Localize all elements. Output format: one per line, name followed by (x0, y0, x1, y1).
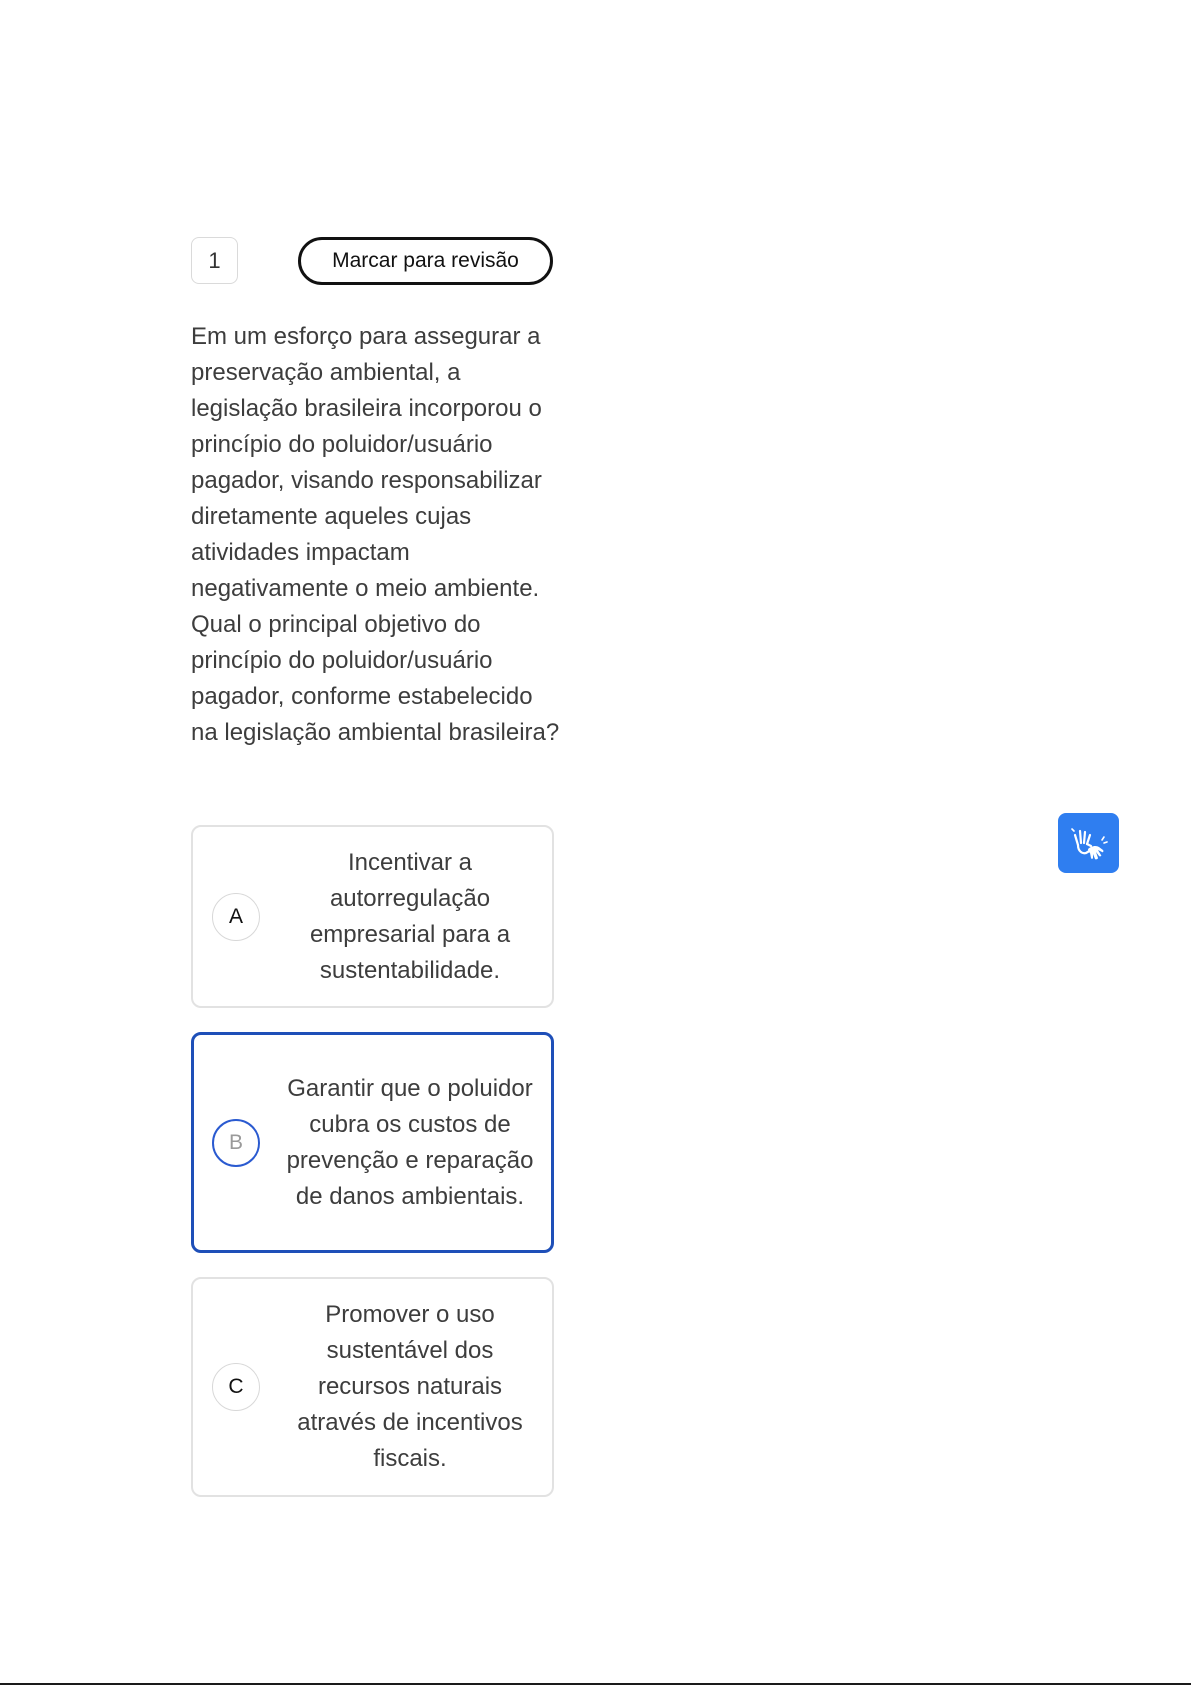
question-number: 1 (191, 237, 238, 284)
option-a[interactable] (191, 825, 554, 1008)
question-text: Em um esforço para assegurar a preservação ambiental, a legislação brasileira incorporou o princípio do poluidor/usuário pagador, visando responsabilizar diretamente aqueles cujas atividades impactam negativamente o meio ambiente. Qual o principal objetivo do princípio do poluidor/usuário pagador, conforme estabelecido na legislação ambiental brasileira? (191, 323, 560, 746)
option-letter: C (212, 1363, 260, 1411)
option-b[interactable] (191, 1032, 554, 1253)
mark-for-review-button[interactable]: Marcar para revisão (298, 237, 553, 285)
sign-language-hands-icon (1069, 823, 1109, 863)
option-letter: A (212, 893, 260, 941)
option-text: Garantir que o poluidor cubra os custos de prevenção e reparação de danos ambientais. (286, 1074, 534, 1210)
option-text: Promover o uso sustentável dos recursos naturais através de incentivos fiscais. (297, 1301, 523, 1472)
option-letter: B (212, 1119, 260, 1167)
option-c[interactable] (191, 1277, 554, 1497)
option-text: Incentivar a autorregulação empresarial para a sustentabilidade. (309, 848, 511, 984)
sign-language-button[interactable] (1058, 813, 1119, 873)
